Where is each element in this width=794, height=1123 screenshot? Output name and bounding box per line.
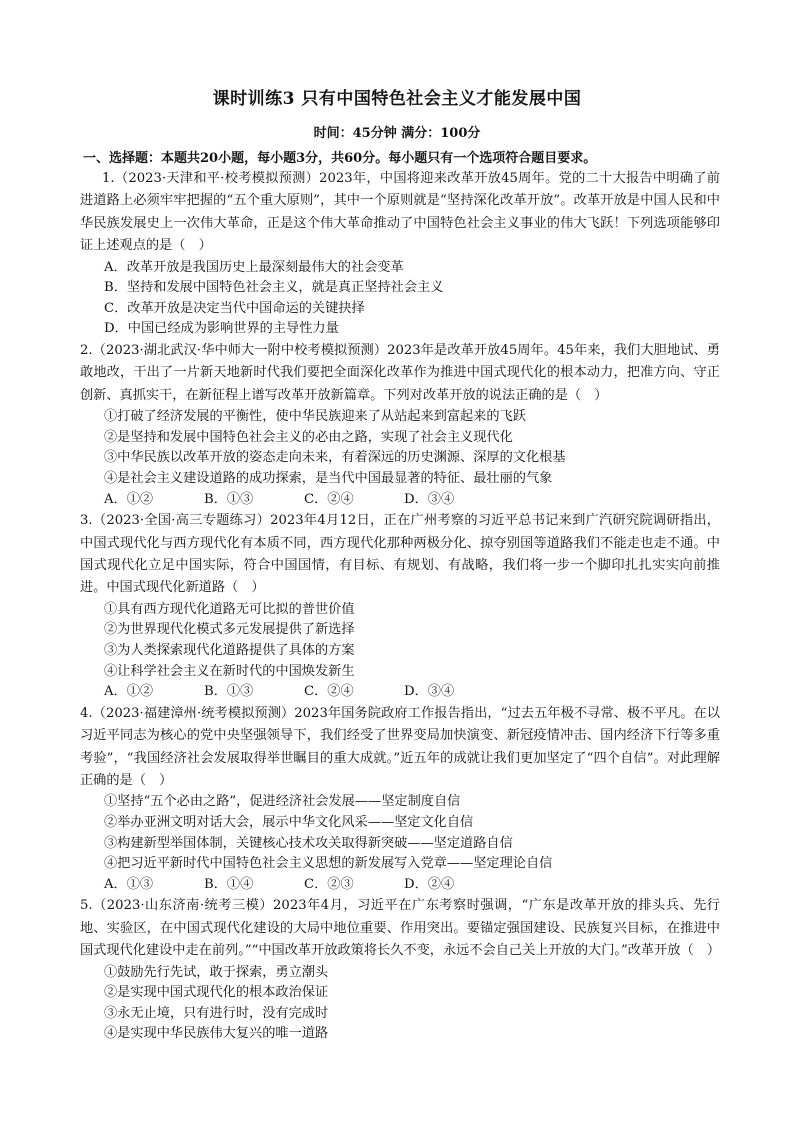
question-4 [80, 703, 720, 896]
statement-4: ④是社会主义建设道路的成功探索，是当代中国最显著的特征、最壮丽的气象 [104, 471, 553, 486]
question-stem: 1.（2023·天津和平·校考模拟预测）2023年，中国将迎来改革开放45周年。党的二十大报告中明确了前进道路上必须牢牢把握的“五个重大原则”，其中一个原则就是“坚持深化改革开放”。改革开放是中国人民和中华民族发展史上一次伟大革命，正是这个伟大革命推动了中国特色社会主义事业的伟大飞跃！下列选项能够印证上述观点的是（ ） [80, 171, 720, 254]
question-stem: 5.（2023·山东济南·统考三模）2023年4月，习近平在广东考察时强调，“广东是改革开放的排头兵、先行地、实验区，在中国式现代化建设的大局中地位重要、作用突出。要锚定强国建设、民族复兴目标，在推进中国式现代化建设中走在前列。”“中国改革开放政策将长久不变，永远不会自己关上开放的大门。”改革开放（ ） [80, 898, 721, 959]
question-1 [80, 168, 720, 340]
option-b: B．坚持和发展中国特色社会主义，就是真正坚持社会主义 [104, 280, 444, 296]
statement-3: ③永无止境，只有进行时，没有完成时 [104, 1005, 329, 1021]
statement-4: ④把习近平新时代中国特色社会主义思想的新发展写入党章——坚定理论自信 [104, 856, 553, 872]
statement-3: ③中华民族以改革开放的姿态走向未来，有着深远的历史渊源、深厚的文化根基 [104, 450, 566, 466]
choice-d: D．③④ [404, 684, 455, 700]
statement-2: ②举办亚洲文明对话大会，展示中华文化风采——坚定文化自信 [104, 815, 474, 830]
question-stem: 2.（2023·湖北武汉·华中师大一附中校考模拟预测）2023年是改革开放45周年。45年来，我们大胆地试、勇敢地改，干出了一片新天地新时代我们要把全面深化改革作为推进中国式现代化的根本动力，把准方向、守正创新、真抓实干，在新征程上谱写改革开放新篇章。下列对改革开放的说法正确的是（ ） [80, 343, 720, 403]
statement-1: ①具有西方现代化道路无可比拟的普世价值 [104, 601, 355, 617]
question-5 [80, 895, 720, 1045]
statement-2: ②是坚持和发展中国特色社会主义的必由之路，实现了社会主义现代化 [104, 429, 513, 445]
answer-choices [80, 490, 720, 511]
statement-4: ④让科学社会主义在新时代的中国焕发新生 [104, 663, 355, 679]
answer-choices [80, 875, 720, 896]
choice-c: C．②④ [304, 491, 354, 507]
choice-a: A．①③ [104, 876, 154, 892]
choice-c: C．②④ [304, 684, 354, 700]
choice-b: B．①④ [204, 876, 254, 892]
document-title: 课时训练3 只有中国特色社会主义才能发展中国 [212, 89, 582, 109]
statement-2: ②为世界现代化模式多元发展提供了新选择 [104, 622, 355, 638]
option-d: D．中国已经成为影响世界的主导性力量 [104, 321, 339, 337]
option-a: A．改革开放是我国历史上最深刻最伟大的社会变革 [104, 259, 404, 275]
statement-1: ①打破了经济发展的平衡性，使中华民族迎来了从站起来到富起来的飞跃 [104, 409, 526, 425]
question-list [80, 168, 720, 1045]
statement-1: ①鼓励先行先试，敢于探索，勇立潮头 [104, 964, 329, 980]
choice-d: D．②④ [404, 876, 455, 892]
choice-b: B．①③ [204, 684, 254, 700]
choice-b: B．①③ [204, 491, 254, 507]
statement-1: ①坚持“五个必由之路”，促进经济社会发展——坚定制度自信 [104, 794, 461, 810]
section-heading: 一、选择题：本题共20小题，每小题3分，共60分。每小题只有一个选项符合题目要求。 [83, 151, 597, 166]
statement-3: ③构建新型举国体制，关键核心技术攻关取得新突破——坚定道路自信 [104, 835, 513, 851]
option-c: C．改革开放是决定当代中国命运的关键抉择 [104, 300, 365, 316]
statement-2: ②是实现中国式现代化的根本政治保证 [104, 985, 329, 1001]
choice-c: C．②③ [304, 876, 354, 892]
answer-choices [80, 682, 720, 703]
statement-3: ③为人类探索现代化道路提供了具体的方案 [104, 643, 355, 658]
choice-a: A．①② [104, 684, 154, 700]
question-stem: 3.（2023·全国·高三专题练习）2023年4月12日，正在广州考察的习近平总书记来到广汽研究院调研指出，中国式现代化与西方现代化有本质不同，西方现代化那种两极分化、掠夺别国等道路我们不能走也走不通。中国式现代化立足中国实际，符合中国国情，有目标、有规划、有战略，我们将一步一个脚印扎扎实实向前推进。中国式现代化新道路（ ） [80, 513, 720, 596]
question-2 [80, 340, 720, 510]
question-stem: 4.（2023·福建漳州·统考模拟预测）2023年国务院政府工作报告指出，“过去五年极不寻常、极不平凡。在以习近平同志为核心的党中央坚强领导下，我们经受了世界变局加快演变、新冠疫情冲击、国内经济下行等多重考验”，“我国经济社会发展取得举世瞩目的重大成就。”近五年的成就让我们更加坚定了“四个自信”。对此理解正确的是（ ） [80, 705, 720, 788]
choice-d: D．③④ [404, 491, 455, 507]
statement-4: ④是实现中华民族伟大复兴的唯一道路 [104, 1026, 329, 1042]
choice-a: A．①② [104, 491, 154, 507]
question-3 [80, 510, 720, 703]
exam-info: 时间：45分钟 满分：100分 [313, 126, 481, 141]
